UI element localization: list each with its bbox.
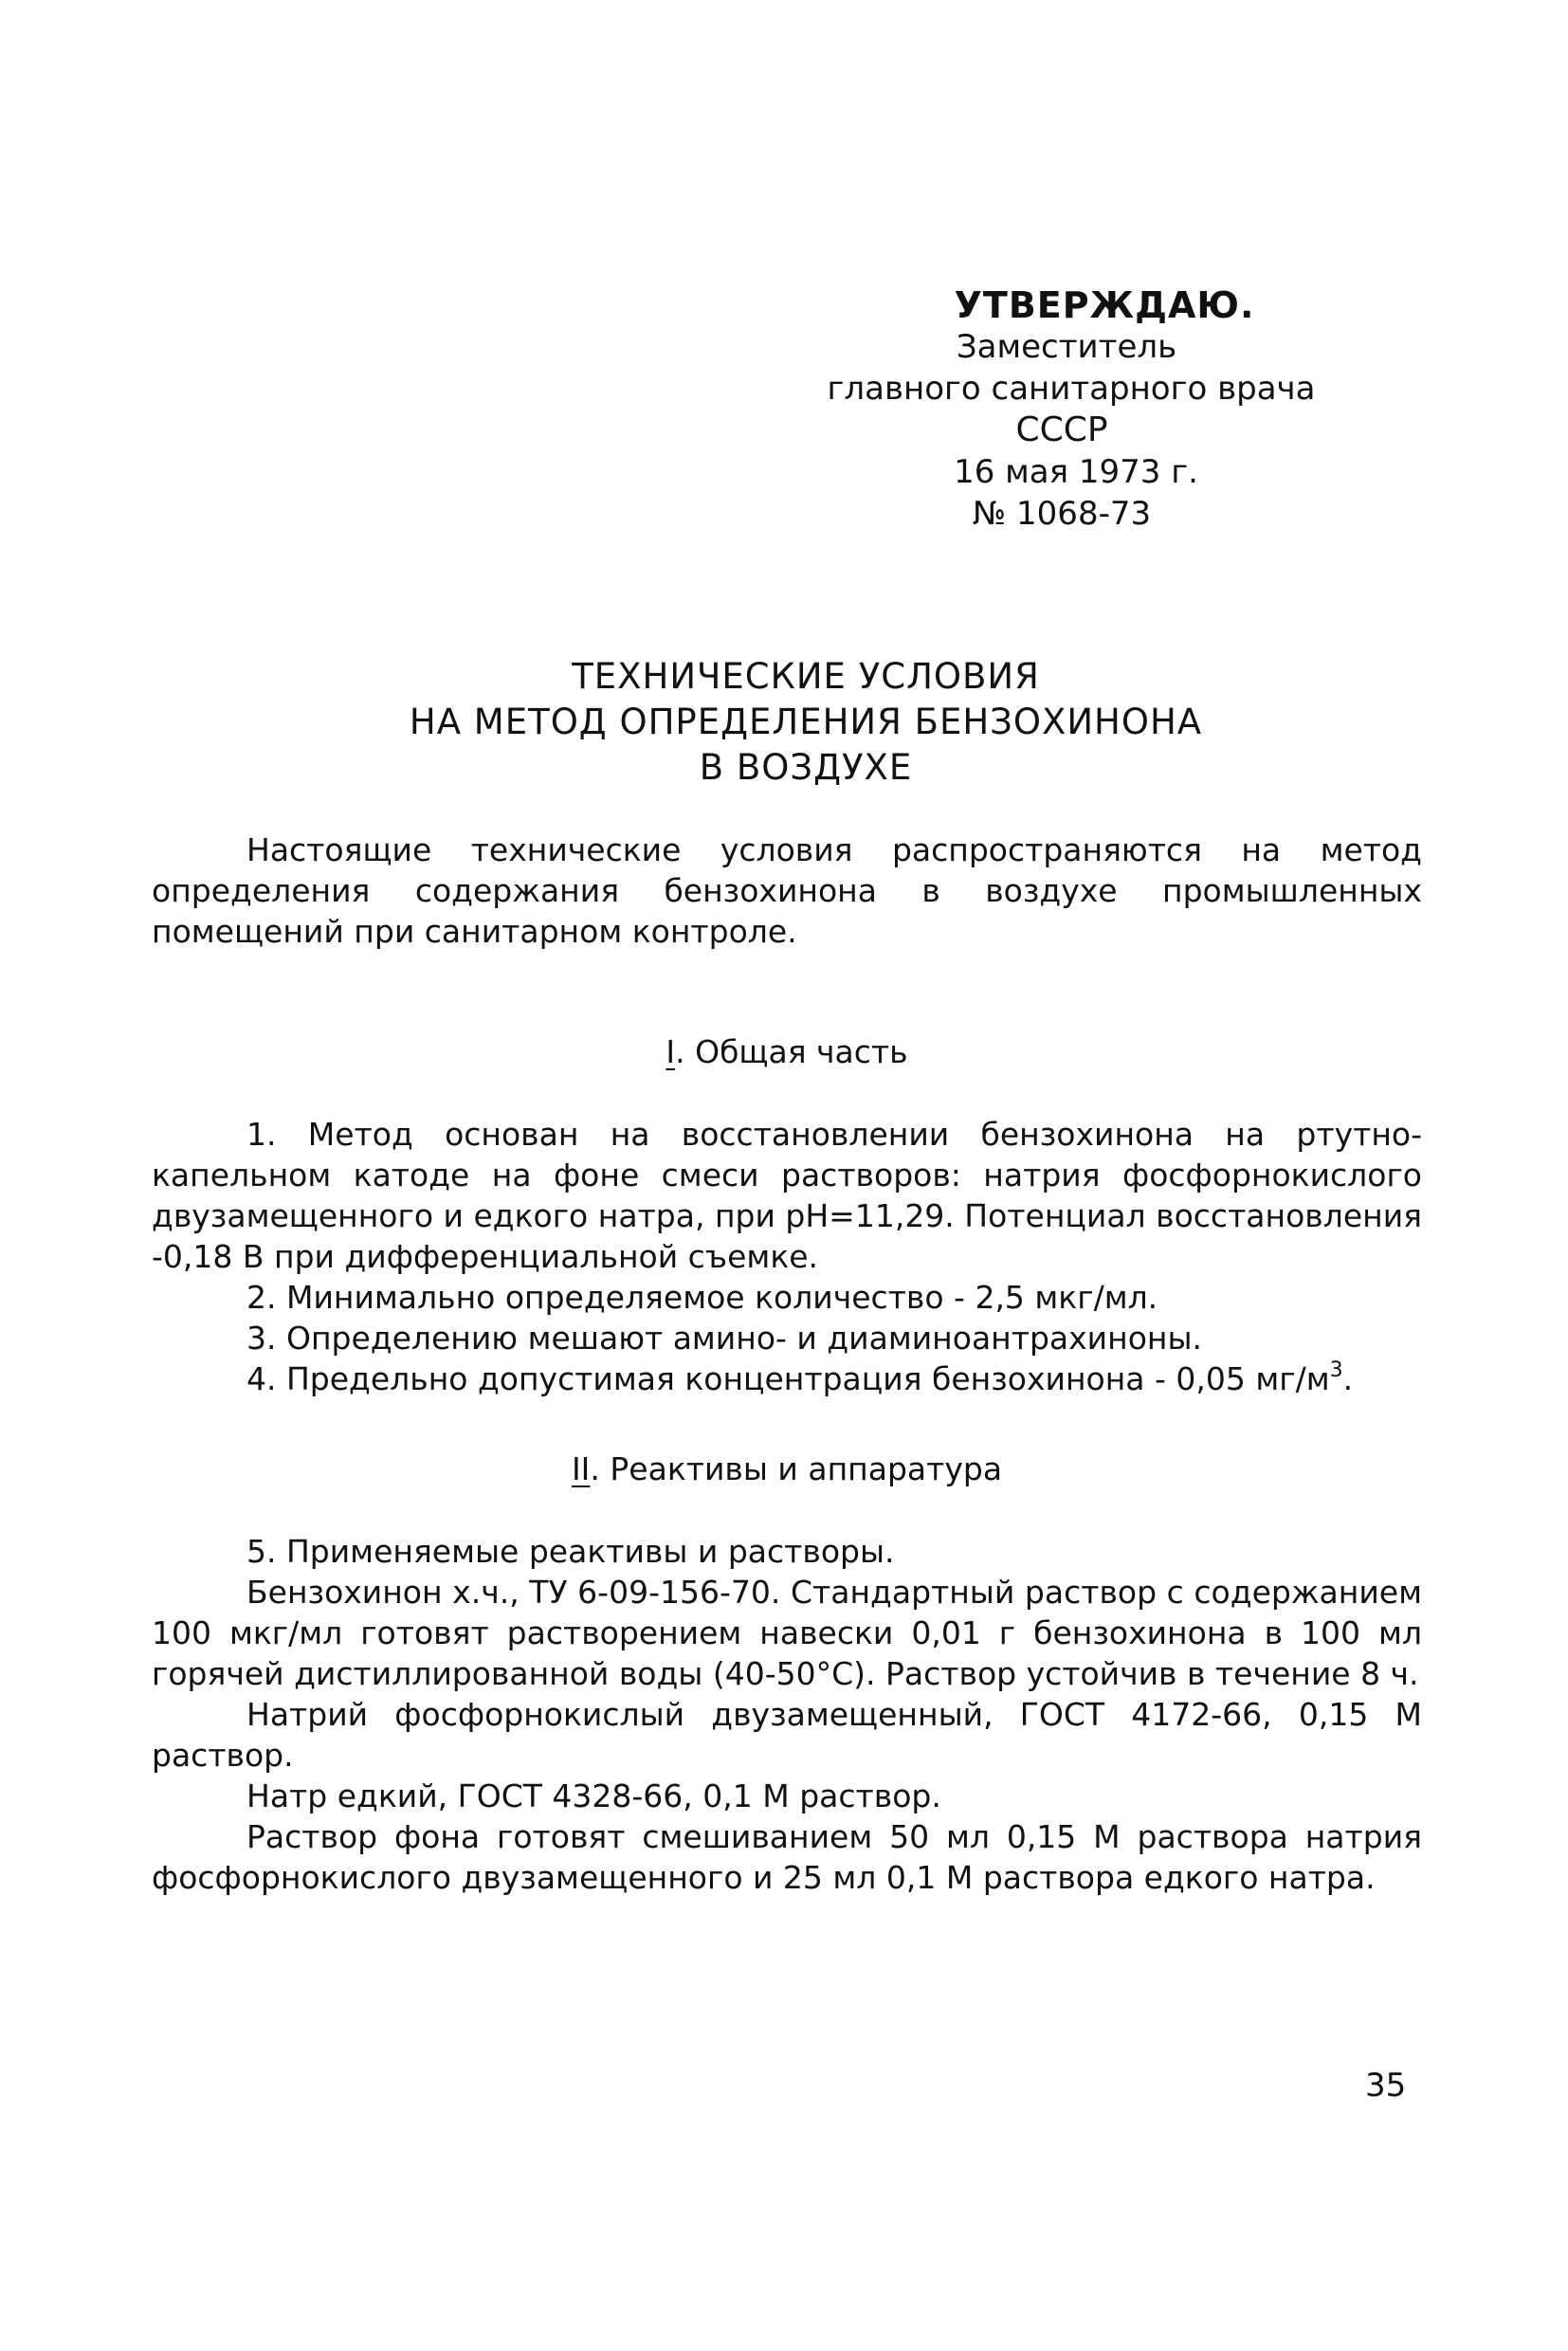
approval-number: № 1068-73	[972, 495, 1152, 533]
section-1-numeral: I	[665, 1033, 676, 1070]
reagent-sodium-hydroxide: Натр едкий, ГОСТ 4328-66, 0,1 М раствор.	[246, 1777, 941, 1814]
item-3: 3. Определению мешают амино- и диаминоантрахиноны.	[246, 1320, 1202, 1357]
background-solution: Раствор фона готовят смешиванием 50 мл 0,15 М раствора натрия фосфорнокислого двузамещенного и 25 мл 0,1 М раствора едкого натра.	[152, 1818, 1422, 1896]
title-line-3: В ВОЗДУХЕ	[699, 747, 913, 788]
item-2: 2. Минимально определяемое количество - 2,5 мкг/мл.	[246, 1279, 1158, 1316]
document-title	[284, 654, 1327, 791]
section-2-body	[152, 1531, 1422, 1898]
approval-country: СССР	[1015, 410, 1108, 449]
section-2-numeral: II	[571, 1450, 591, 1487]
title-line-1: ТЕХНИЧЕСКИЕ УСЛОВИЯ	[572, 656, 1040, 697]
approval-date: 16 мая 1973 г.	[954, 453, 1198, 491]
section-2-heading	[152, 1450, 1422, 1487]
intro-paragraph: Настоящие технические условия распространяются на метод определения содержания бензохинона в воздухе промышленных помещений при санитарном контроле.	[152, 831, 1422, 950]
reagent-benzoquinone: Бензохинон х.ч., ТУ 6-09-156-70. Стандартный раствор с содержанием 100 мкг/мл готовят растворением навески 0,01 г бензохинона в 100 мл горячей дистиллированной воды (40-50°С). Раствор устойчив в течение 8 ч.	[152, 1574, 1422, 1692]
reagent-sodium-phosphate: Натрий фосфорнокислый двузамещенный, ГОСТ 4172-66, 0,15 М раствор.	[152, 1696, 1422, 1774]
item-4-text: 4. Предельно допустимая концентрация бензохинона - 0,05 мг/м	[246, 1360, 1330, 1397]
page-number: 35	[1365, 2067, 1407, 2105]
item-4-end: .	[1342, 1360, 1354, 1397]
approval-block	[777, 284, 1365, 535]
title-line-2: НА МЕТОД ОПРЕДЕЛЕНИЯ БЕНЗОХИНОНА	[409, 702, 1203, 742]
item-4-superscript: 3	[1329, 1358, 1343, 1382]
section-2-title: . Реактивы и аппаратура	[590, 1450, 1003, 1487]
section-1-body	[152, 1114, 1422, 1399]
item-4	[152, 1358, 1422, 1399]
section-1-heading	[152, 1033, 1422, 1070]
section-1-title: . Общая часть	[675, 1033, 908, 1070]
item-1: 1. Метод основан на восстановлении бензохинона на ртутно-капельном катоде на фоне смеси растворов: натрия фосфорнокислого двузамещенного и едкого натра, при pH=11,29. Потенциал восстановления -0,18 В при дифференциальной съемке.	[152, 1116, 1422, 1275]
item-5: 5. Применяемые реактивы и растворы.	[246, 1533, 895, 1570]
approval-position: Заместитель	[956, 328, 1177, 366]
approval-position-detail: главного санитарного врача	[827, 370, 1316, 408]
approval-heading: УТВЕРЖДАЮ.	[954, 284, 1255, 326]
